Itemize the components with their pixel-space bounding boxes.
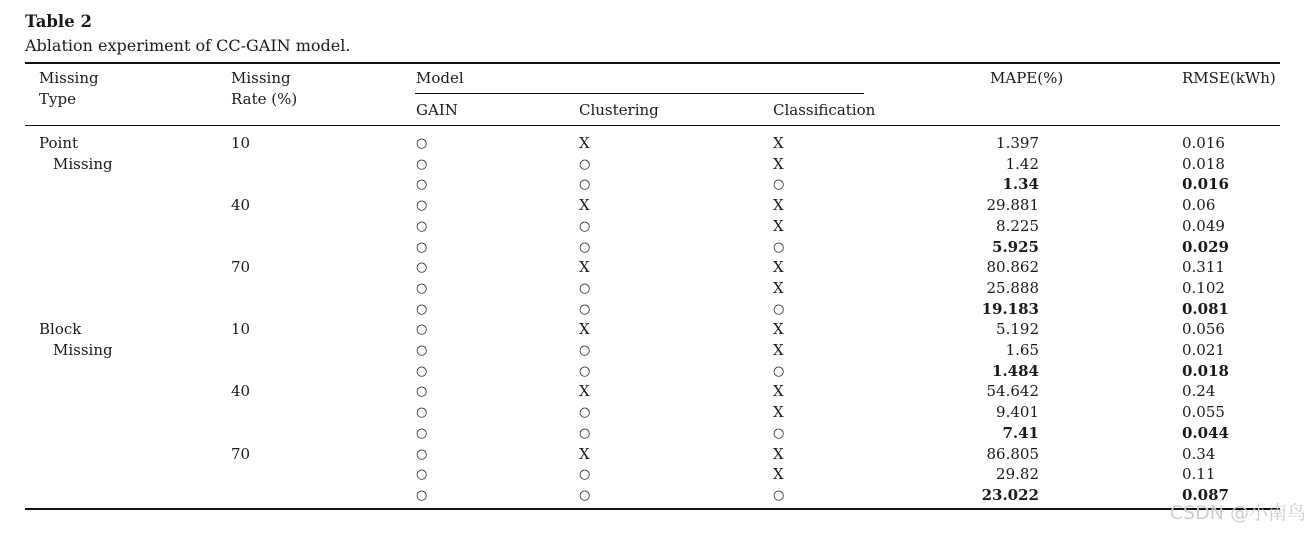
rmse-cell: 0.056	[1182, 320, 1225, 339]
classification-cell: X	[773, 444, 784, 463]
clustering-cell: ○	[579, 280, 591, 296]
rmse-cell: 0.311	[1182, 258, 1225, 277]
clustering-cell: ○	[579, 301, 591, 317]
classification-cell: X	[773, 154, 784, 173]
classification-cell: X	[773, 341, 784, 359]
clustering-cell: ○	[579, 405, 591, 421]
missing-rate-cell: 10	[231, 320, 251, 339]
classification-cell: X	[773, 382, 784, 401]
mape-cell: 1.34	[1002, 175, 1039, 194]
mape-cell: 5.192	[996, 320, 1039, 339]
mape-cell: 86.805	[986, 444, 1039, 463]
missing-rate-cell: 10	[231, 134, 251, 152]
gain-cell: ○	[416, 280, 428, 296]
table-caption-title: Table 2	[25, 12, 92, 31]
classification-cell: X	[773, 465, 784, 484]
clustering-cell: ○	[579, 363, 591, 379]
table-caption-text: Ablation experiment of CC-GAIN model.	[25, 36, 351, 55]
gain-cell: ○	[416, 363, 428, 379]
gain-cell: ○	[416, 301, 428, 317]
header-rmse: RMSE(kWh)	[1182, 69, 1276, 87]
rmse-cell: 0.055	[1182, 403, 1225, 422]
rmse-cell: 0.016	[1182, 134, 1225, 152]
gain-cell: ○	[416, 239, 428, 255]
clustering-cell: ○	[579, 467, 591, 483]
gain-cell: ○	[416, 136, 428, 151]
header-classification: Classification	[773, 101, 876, 119]
clustering-cell: ○	[579, 343, 591, 358]
mape-cell: 7.41	[1002, 423, 1039, 442]
mape-cell: 19.183	[981, 299, 1039, 318]
rmse-cell: 0.11	[1182, 465, 1216, 484]
mape-cell: 1.65	[1005, 341, 1039, 359]
mape-cell: 8.225	[996, 216, 1039, 235]
classification-cell: X	[773, 216, 784, 235]
gain-cell: ○	[416, 198, 428, 214]
gain-cell: ○	[416, 467, 428, 483]
classification-cell: ○	[773, 487, 785, 503]
gain-cell: ○	[416, 218, 428, 234]
rmse-cell: 0.24	[1182, 382, 1216, 401]
mape-cell: 29.82	[996, 465, 1039, 484]
model-subrule	[415, 93, 864, 94]
top-rule	[25, 62, 1280, 64]
rmse-cell: 0.102	[1182, 278, 1225, 297]
classification-cell: ○	[773, 239, 785, 255]
mape-cell: 54.642	[986, 382, 1039, 401]
gain-cell: ○	[416, 405, 428, 421]
missing-type-label: Missing	[53, 154, 113, 173]
gain-cell: ○	[416, 446, 428, 462]
watermark: CSDN @小南鸟	[1169, 502, 1306, 524]
rmse-cell: 0.016	[1182, 175, 1229, 194]
clustering-cell: X	[579, 320, 590, 339]
clustering-cell: ○	[579, 487, 591, 503]
clustering-cell: ○	[579, 425, 591, 441]
header-missing-rate-line1: Missing	[231, 69, 291, 87]
classification-cell: X	[773, 196, 784, 215]
bottom-rule	[25, 508, 1280, 510]
rmse-cell: 0.34	[1182, 444, 1216, 463]
header-missing-rate-line2: Rate (%)	[231, 90, 298, 108]
mape-cell: 80.862	[986, 258, 1039, 277]
rmse-cell: 0.06	[1182, 196, 1216, 215]
classification-cell: X	[773, 134, 784, 152]
mape-cell: 5.925	[992, 237, 1039, 256]
mape-cell: 29.881	[986, 196, 1039, 215]
missing-rate-cell: 70	[231, 258, 251, 277]
missing-type-label: Block	[39, 320, 82, 339]
clustering-cell: X	[579, 196, 590, 215]
rmse-cell: 0.049	[1182, 216, 1225, 235]
classification-cell: ○	[773, 363, 785, 379]
missing-rate-cell: 40	[231, 382, 251, 401]
mape-cell: 23.022	[981, 485, 1039, 504]
missing-rate-cell: 70	[231, 444, 251, 463]
classification-cell: ○	[773, 177, 785, 193]
gain-cell: ○	[416, 343, 428, 358]
rmse-cell: 0.018	[1182, 361, 1229, 380]
gain-cell: ○	[416, 260, 428, 276]
rmse-cell: 0.044	[1182, 423, 1229, 442]
rmse-cell: 0.018	[1182, 154, 1225, 173]
clustering-cell: ○	[579, 218, 591, 234]
gain-cell: ○	[416, 177, 428, 193]
header-model: Model	[416, 69, 464, 87]
missing-type-label: Missing	[53, 341, 113, 359]
gain-cell: ○	[416, 487, 428, 503]
header-missing-rate	[231, 68, 297, 110]
clustering-cell: ○	[579, 156, 591, 172]
mape-cell: 1.42	[1005, 154, 1039, 173]
clustering-cell: X	[579, 382, 590, 401]
clustering-cell: X	[579, 444, 590, 463]
mape-cell: 25.888	[986, 278, 1039, 297]
rmse-cell: 0.081	[1182, 299, 1229, 318]
rmse-cell: 0.021	[1182, 341, 1225, 359]
header-missing-type-line1: Missing	[39, 69, 99, 87]
missing-rate-cell: 40	[231, 196, 251, 215]
header-missing-type-line2: Type	[39, 90, 76, 108]
header-mape: MAPE(%)	[990, 69, 1064, 87]
classification-cell: ○	[773, 301, 785, 317]
header-missing-type	[39, 68, 99, 110]
classification-cell: X	[773, 278, 784, 297]
gain-cell: ○	[416, 322, 428, 338]
header-gain: GAIN	[416, 101, 458, 119]
classification-cell: X	[773, 258, 784, 277]
missing-type-label: Point	[39, 134, 79, 152]
clustering-cell: X	[579, 258, 590, 277]
classification-cell: ○	[773, 425, 785, 441]
mape-cell: 1.484	[992, 361, 1039, 380]
classification-cell: X	[773, 403, 784, 422]
gain-cell: ○	[416, 384, 428, 400]
gain-cell: ○	[416, 156, 428, 172]
classification-cell: X	[773, 320, 784, 339]
clustering-cell: X	[579, 134, 590, 152]
gain-cell: ○	[416, 425, 428, 441]
header-clustering: Clustering	[579, 101, 659, 119]
rmse-cell: 0.029	[1182, 237, 1229, 256]
mape-cell: 1.397	[996, 134, 1039, 152]
clustering-cell: ○	[579, 239, 591, 255]
header-rule	[25, 125, 1280, 126]
mape-cell: 9.401	[996, 403, 1039, 422]
rmse-cell: 0.087	[1182, 485, 1229, 504]
clustering-cell: ○	[579, 177, 591, 193]
